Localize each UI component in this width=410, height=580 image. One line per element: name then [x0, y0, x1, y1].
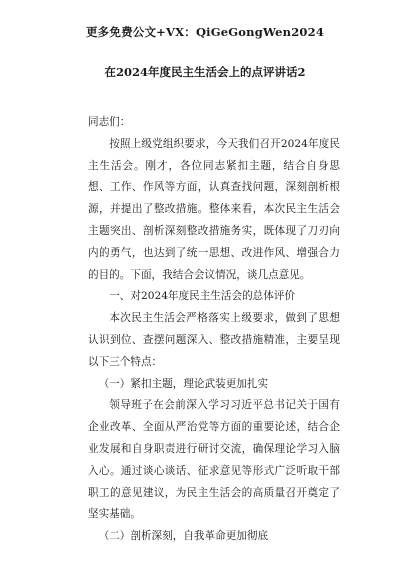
document-body: [88, 112, 340, 548]
paragraph-intro: 按照上级党组织要求，今天我们召开2024年度民主生活会。刚才，各位同志紧扣主题，结合自身思想、工作、作风等方面，认真查找问题，深刻剖析根源，并提出了整改措施。整体来看，本次民主生活会主题突出、剖析深刻整改措施务实，既体现了刀刃向内的勇气，也达到了统一思想、改进作风、增强合力的目的。下面，我结合会议情况，谈几点意见。: [88, 137, 340, 281]
subheading-2: （二）剖析深刻，自我革命更加彻底: [98, 530, 269, 543]
paragraph-section-1: 本次民主生活会严格落实上级要求，做到了思想认识到位、查摆问题深入、整改措施精准，主要呈现以下三个特点：: [88, 312, 340, 368]
document-title: 在2024年度民主生活会上的点评讲话2: [104, 65, 306, 79]
greeting: 同志们：: [88, 116, 131, 128]
subheading-1: （一）紧扣主题，理论武装更加扎实: [98, 377, 269, 390]
section-heading-1: 一、对2024年度民主生活会的总体评价: [109, 290, 296, 303]
paragraph-subsection-1: 领导班子在会前深入学习习近平总书记关于国有企业改革、全面从严治党等方面的重要论述，结合企业发展和自身职责进行研讨交流，确保理论学习入脑入心。通过谈心谈话、征求意见等形式广泛听取干部职工的意见建议，为民主生活会的高质量召开奠定了坚实基础。: [88, 399, 340, 521]
promo-header: 更多免费公文+VX：QiGeGongWen2024: [85, 25, 325, 39]
